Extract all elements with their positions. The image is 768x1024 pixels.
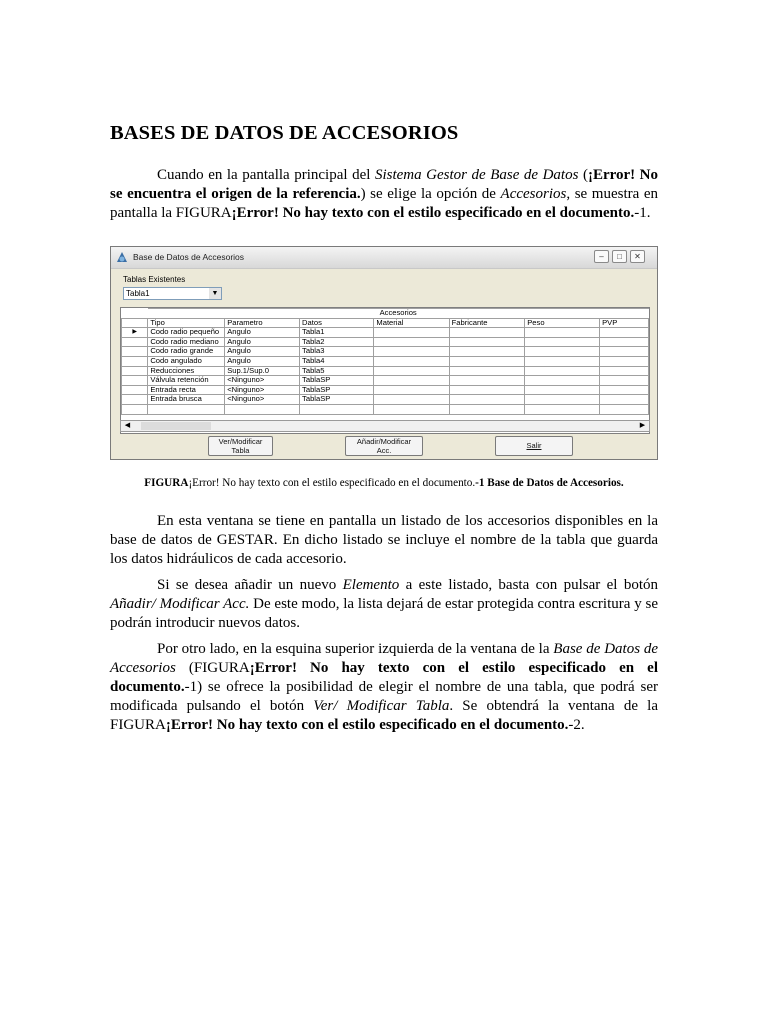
window-titlebar <box>111 247 657 269</box>
paragraph-anadir <box>110 576 658 633</box>
table-cell[interactable] <box>374 385 449 395</box>
text: ( <box>578 167 588 183</box>
table-cell[interactable] <box>600 366 649 376</box>
table-cell[interactable] <box>122 404 148 414</box>
table-cell[interactable]: Válvula retención <box>148 376 225 386</box>
text-italic: Accesorios <box>500 186 567 202</box>
row-header-cell <box>122 395 148 405</box>
table-cell[interactable] <box>600 347 649 357</box>
table-row[interactable] <box>122 328 649 338</box>
text: Cuando en la pantalla principal del <box>157 167 375 183</box>
table-cell[interactable]: <Ninguno> <box>225 395 300 405</box>
table-cell[interactable]: <Ninguno> <box>225 385 300 395</box>
error-reference: ¡Error! No hay texto con el estilo especificado en el documento. <box>165 717 569 733</box>
text: (FIGURA <box>175 660 250 676</box>
table-cell[interactable] <box>374 366 449 376</box>
row-header-cell <box>122 366 148 376</box>
button-label-line2: Tabla <box>231 445 250 455</box>
scroll-right-icon[interactable]: ▶ <box>639 422 646 429</box>
paragraph-intro <box>110 166 658 223</box>
table-cell[interactable] <box>525 337 600 347</box>
row-header-cell <box>122 385 148 395</box>
grid-corner <box>122 309 148 319</box>
caption-error: ¡Error! No hay texto con el estilo especificado en el documento. <box>188 477 476 489</box>
caption-label: FIGURA <box>144 477 189 489</box>
header-row <box>122 318 649 328</box>
database-app-icon <box>115 250 129 264</box>
table-row[interactable] <box>122 376 649 386</box>
table-cell[interactable]: Codo radio pequeño <box>148 328 225 338</box>
table-row[interactable] <box>122 395 649 405</box>
table-cell[interactable]: <Ninguno> <box>225 376 300 386</box>
text-italic: Sistema Gestor de Base de Datos <box>374 167 579 183</box>
accessories-grid[interactable] <box>120 307 650 434</box>
row-header-cell <box>122 356 148 366</box>
table-cell[interactable]: Tabla1 <box>300 328 374 338</box>
table-cell[interactable] <box>449 347 525 357</box>
table-cell[interactable] <box>600 356 649 366</box>
horizontal-scrollbar[interactable] <box>120 420 650 432</box>
button-label-line2: Acc. <box>376 445 392 455</box>
tablas-combo[interactable] <box>123 287 222 300</box>
button-label-line1: Ver/Modificar <box>218 437 263 446</box>
grid-table <box>121 308 649 415</box>
table-cell[interactable] <box>449 385 525 395</box>
table-cell[interactable] <box>525 328 600 338</box>
table-cell[interactable] <box>449 356 525 366</box>
error-reference: ¡Error! No hay texto con el estilo especificado en el documento. <box>110 660 658 695</box>
window-title: Base de Datos de Accesorios <box>133 252 245 262</box>
table-cell[interactable] <box>374 347 449 357</box>
text: De este modo, la lista dejará de estar protegida contra escritura y se podrán introducir nuevos datos. <box>110 596 658 631</box>
text: Por otro lado, en la esquina superior izquierda de la ventana de la <box>157 641 554 657</box>
table-cell[interactable]: Entrada recta <box>148 385 225 395</box>
table-cell[interactable] <box>374 337 449 347</box>
text: , se muestra en pantalla la FIGURA <box>110 186 659 221</box>
ver-modificar-tabla-button[interactable] <box>208 436 273 456</box>
table-cell[interactable]: TablaSP <box>300 376 374 386</box>
text-italic: Base de Datos de Accesorios <box>110 641 658 676</box>
scroll-thumb[interactable] <box>141 422 211 430</box>
table-cell[interactable]: Angulo <box>225 328 300 338</box>
table-cell[interactable] <box>449 328 525 338</box>
row-header-cell <box>122 376 148 386</box>
table-cell[interactable] <box>525 356 600 366</box>
column-header[interactable]: Parametro <box>225 318 300 328</box>
caption-title: -1 Base de Datos de Accesorios. <box>475 477 624 489</box>
table-cell[interactable]: Tabla5 <box>300 366 374 376</box>
table-cell[interactable] <box>525 347 600 357</box>
table-cell[interactable] <box>525 385 600 395</box>
text: -2. <box>568 717 585 733</box>
table-cell[interactable] <box>600 328 649 338</box>
error-reference: ¡Error! No hay texto con el estilo especificado en el documento. <box>231 205 635 221</box>
text: a este listado, basta con pulsar el botón <box>399 577 658 593</box>
scroll-left-icon[interactable]: ◀ <box>124 422 131 429</box>
table-row[interactable] <box>122 366 649 376</box>
table-cell[interactable] <box>600 337 649 347</box>
column-header[interactable]: Datos <box>300 318 374 328</box>
column-header[interactable]: Material <box>374 318 449 328</box>
table-cell[interactable] <box>525 366 600 376</box>
table-cell[interactable]: Codo radio mediano <box>148 337 225 347</box>
table-cell[interactable] <box>449 376 525 386</box>
current-row-arrow-icon: ▶ <box>122 328 148 338</box>
figure-caption <box>110 476 658 491</box>
table-cell[interactable]: Entrada brusca <box>148 395 225 405</box>
text: En esta ventana se tiene en pantalla un listado de los accesorios disponibles en la base de datos de GESTAR. En dicho listado se incluye el nombre de la tabla que guarda los datos hidráulicos de cada accesorio. <box>110 513 658 567</box>
button-label: Salir <box>526 441 542 450</box>
table-cell[interactable] <box>449 366 525 376</box>
text: Si se desea añadir un nuevo <box>157 577 343 593</box>
table-cell[interactable]: Angulo <box>225 347 300 357</box>
button-label-line1: Añadir/Modificar <box>356 437 412 446</box>
table-row[interactable] <box>122 347 649 357</box>
table-cell[interactable] <box>374 395 449 405</box>
table-cell[interactable]: Codo angulado <box>148 356 225 366</box>
table-cell[interactable] <box>225 404 300 414</box>
table-cell[interactable]: Angulo <box>225 337 300 347</box>
table-cell[interactable] <box>525 395 600 405</box>
text-italic: Ver/ Modificar Tabla <box>313 698 450 714</box>
chevron-down-icon[interactable]: ▼ <box>209 288 221 299</box>
text: . Se obtendrá la ventana de la FIGURA <box>110 698 658 733</box>
salir-button[interactable] <box>495 436 573 456</box>
table-cell[interactable]: TablaSP <box>300 395 374 405</box>
table-row-empty[interactable] <box>122 404 649 414</box>
table-cell[interactable]: Reducciones <box>148 366 225 376</box>
paragraph-listado <box>110 512 658 569</box>
row-header-cell <box>122 318 148 328</box>
table-cell[interactable] <box>374 376 449 386</box>
column-header[interactable]: PVP <box>600 318 649 328</box>
table-cell[interactable] <box>300 404 374 414</box>
table-cell[interactable] <box>600 404 649 414</box>
table-cell[interactable]: Tabla3 <box>300 347 374 357</box>
table-cell[interactable]: Sup.1/Sup.0 <box>225 366 300 376</box>
text-italic: Elemento <box>342 577 400 593</box>
close-icon[interactable]: ✕ <box>630 250 645 263</box>
text: ) se elige la opción de <box>360 186 501 202</box>
minimize-icon[interactable]: – <box>594 250 609 263</box>
group-header: Accesorios <box>148 309 649 319</box>
anadir-modificar-acc-button[interactable] <box>345 436 423 456</box>
table-cell[interactable] <box>148 404 225 414</box>
error-reference: ¡Error! No se encuentra el origen de la referencia. <box>110 167 659 202</box>
row-header-cell <box>122 347 148 357</box>
text: -1) se ofrece la posibilidad de elegir el nombre de una tabla, que podrá ser modificada pulsando el botón <box>110 679 658 714</box>
tablas-existentes-label: Tablas Existentes <box>123 275 186 284</box>
column-header[interactable]: Fabricante <box>449 318 525 328</box>
table-cell[interactable] <box>525 404 600 414</box>
table-cell[interactable] <box>374 404 449 414</box>
table-row[interactable] <box>122 385 649 395</box>
column-header[interactable]: Tipo <box>148 318 225 328</box>
page-title: BASES DE DATOS DE ACCESORIOS <box>110 122 459 144</box>
column-header[interactable]: Peso <box>525 318 600 328</box>
table-cell[interactable] <box>525 376 600 386</box>
row-header-cell <box>122 337 148 347</box>
table-cell[interactable] <box>374 328 449 338</box>
table-cell[interactable] <box>449 404 525 414</box>
table-cell[interactable] <box>449 337 525 347</box>
table-cell[interactable]: Codo radio grande <box>148 347 225 357</box>
table-cell[interactable] <box>600 385 649 395</box>
table-row[interactable] <box>122 337 649 347</box>
table-cell[interactable]: Tabla2 <box>300 337 374 347</box>
table-row[interactable] <box>122 356 649 366</box>
table-cell[interactable] <box>600 395 649 405</box>
accessories-window <box>110 246 658 460</box>
table-cell[interactable] <box>600 376 649 386</box>
table-cell[interactable]: Angulo <box>225 356 300 366</box>
table-cell[interactable] <box>449 395 525 405</box>
table-cell[interactable]: Tabla4 <box>300 356 374 366</box>
paragraph-otro-lado <box>110 640 658 735</box>
table-cell[interactable]: TablaSP <box>300 385 374 395</box>
maximize-icon[interactable]: □ <box>612 250 627 263</box>
combo-value: Tabla1 <box>126 289 150 298</box>
table-cell[interactable] <box>374 356 449 366</box>
text: -1. <box>634 205 651 221</box>
text-italic: Añadir/ Modificar Acc. <box>110 596 250 612</box>
